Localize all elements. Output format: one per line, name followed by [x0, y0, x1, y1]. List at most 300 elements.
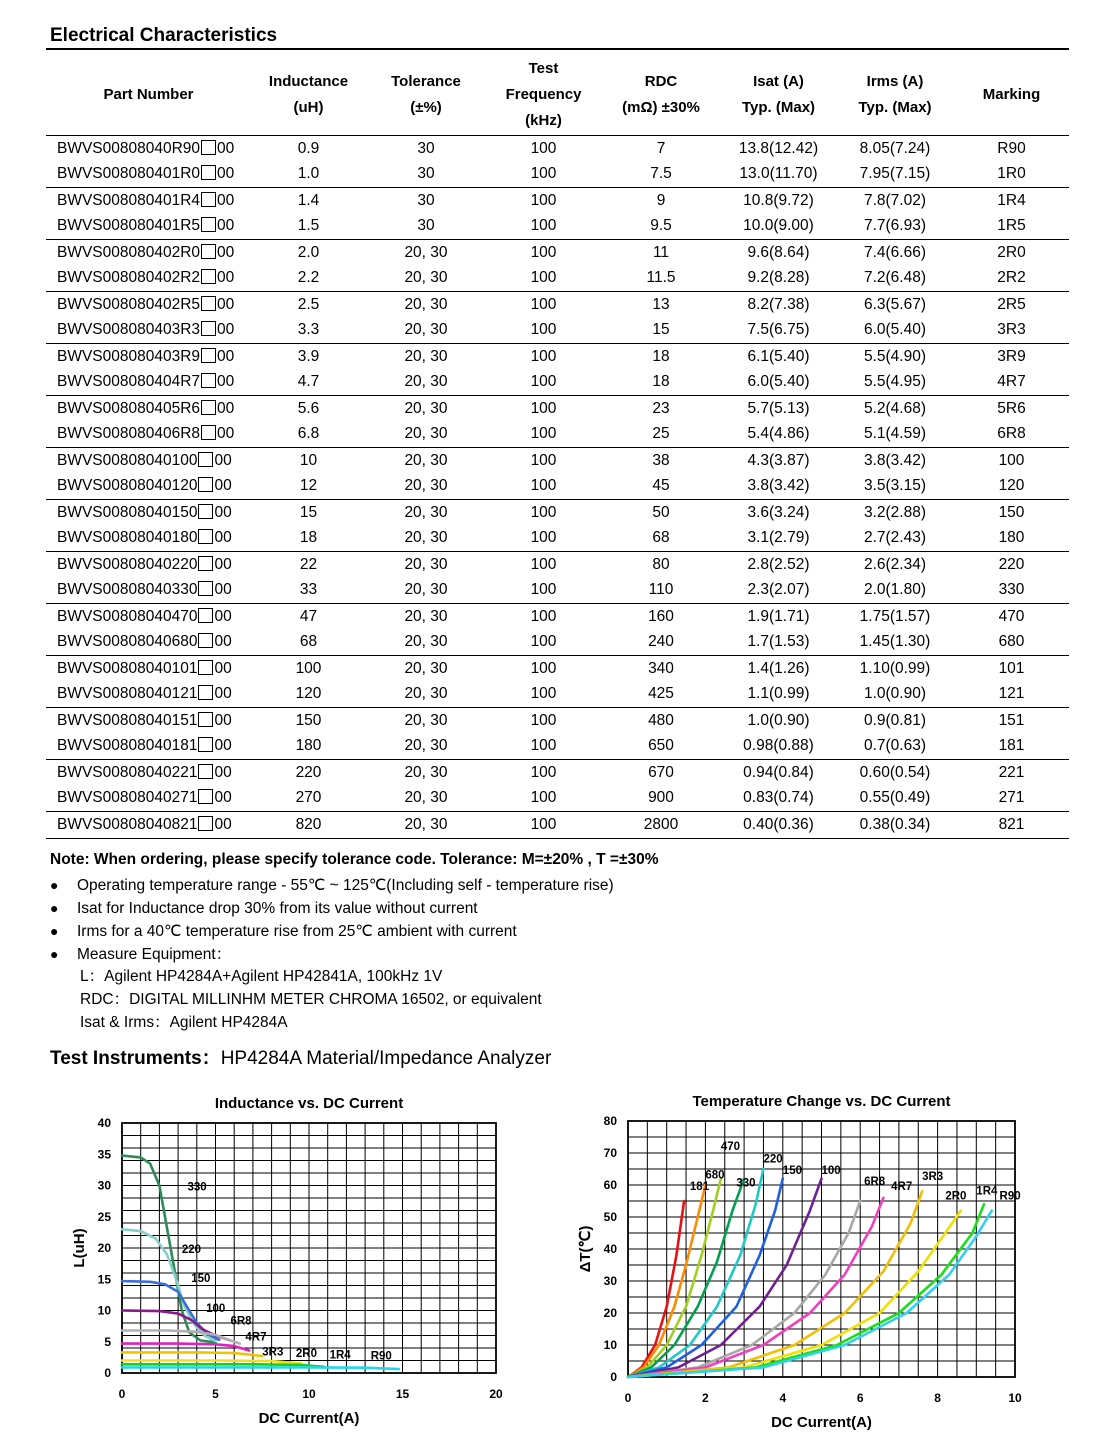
cell-tol: 20, 30	[404, 295, 448, 313]
table-row	[46, 162, 1069, 188]
cell-freq: 100	[530, 659, 557, 677]
tolerance-code-box	[198, 685, 213, 700]
part-number-prefix: BWVS008080403R9	[57, 347, 201, 365]
cell-freq: 100	[486, 630, 601, 656]
cell-tol: 20, 30	[366, 526, 486, 552]
cell-mark: 180	[954, 526, 1069, 552]
x-tick-label: 8	[934, 1391, 941, 1405]
header-line: Tolerance	[391, 73, 461, 90]
cell-freq: 100	[530, 139, 557, 157]
cell-rdc: 18	[652, 347, 670, 365]
part-number-cell	[46, 526, 251, 552]
part-number-suffix: 00	[217, 321, 235, 339]
equipment-item: Isat & Irms：Agilent HP4284A	[80, 1014, 288, 1031]
part-number-prefix: BWVS008080405R6	[57, 399, 201, 417]
cell-freq: 100	[486, 734, 601, 760]
y-tick-label: 50	[603, 1210, 617, 1224]
cell-mark: 3R9	[997, 347, 1026, 365]
cell-mark: 220	[998, 555, 1025, 573]
tolerance-code-box	[201, 400, 216, 415]
tolerance-code-box	[198, 660, 213, 675]
cell-irms: 7.95(7.15)	[836, 162, 954, 188]
cell-mark: 1R5	[954, 214, 1069, 240]
cell-isat: 2.3(2.07)	[721, 578, 836, 604]
tolerance-code-box	[198, 529, 213, 544]
cell-isat: 6.1(5.40)	[747, 347, 810, 365]
header-line: Inductance	[268, 73, 349, 90]
cell-freq: 100	[486, 422, 601, 448]
tolerance-code-box	[201, 269, 216, 284]
part-number-suffix: 00	[217, 295, 235, 313]
cell-freq: 100	[530, 191, 557, 209]
curve-label: 1R4	[329, 1349, 351, 1362]
cell-rdc: 45	[601, 474, 721, 500]
cell-rdc: 650	[601, 734, 721, 760]
cell-l: 150	[295, 711, 322, 729]
tolerance-code-box	[198, 764, 213, 779]
y-tick-label: 0	[610, 1370, 617, 1384]
cell-l: 1.5	[251, 214, 366, 240]
part-number-cell	[46, 240, 251, 266]
cell-tol: 30	[417, 191, 435, 209]
header-line: Part Number	[103, 86, 194, 103]
cell-freq: 100	[530, 607, 557, 625]
cell-rdc: 50	[652, 503, 670, 521]
cell-isat: 1.9(1.71)	[747, 607, 810, 625]
cell-rdc: 13	[652, 295, 670, 313]
x-tick-label: 5	[212, 1387, 219, 1401]
part-number-suffix: 00	[214, 529, 232, 547]
part-number-suffix: 00	[214, 607, 232, 625]
curve-label: 100	[206, 1302, 226, 1315]
part-number-cell	[46, 266, 251, 292]
part-number-suffix: 00	[217, 347, 235, 365]
equipment-item: L：Agilent HP4284A+Agilent HP42841A, 100kHz 1V	[80, 968, 443, 985]
table-row	[46, 396, 1069, 422]
table-row	[46, 812, 1069, 839]
cell-rdc: 425	[601, 682, 721, 708]
tolerance-code-box	[201, 425, 216, 440]
cell-mark: 1R0	[954, 162, 1069, 188]
cell-isat: 8.2(7.38)	[747, 295, 810, 313]
cell-mark: 821	[954, 812, 1069, 839]
x-tick-label: 0	[118, 1387, 126, 1401]
cell-irms: 1.10(0.99)	[859, 659, 931, 677]
cell-freq: 100	[486, 162, 601, 188]
tolerance-code-box	[198, 504, 213, 519]
table-row	[46, 188, 1069, 214]
cell-isat: 0.98(0.88)	[721, 734, 836, 760]
x-tick-label: 10	[1008, 1391, 1022, 1405]
part-number-cell	[46, 188, 251, 214]
part-number-cell	[46, 370, 251, 396]
x-tick-label: 10	[302, 1387, 316, 1401]
cell-irms: 5.5(4.90)	[863, 347, 927, 365]
y-tick-label: 15	[97, 1272, 111, 1287]
bullet-item: ● Measure Equipment：	[50, 943, 614, 966]
cell-irms: 7.7(6.93)	[836, 214, 954, 240]
cell-tol: 20, 30	[404, 399, 448, 417]
cell-l: 12	[251, 474, 366, 500]
part-number-suffix: 00	[214, 659, 232, 677]
part-number-cell	[46, 656, 251, 682]
cell-mark: 680	[954, 630, 1069, 656]
part-number-cell	[46, 292, 251, 318]
cell-rdc: 23	[652, 399, 670, 417]
cell-l: 33	[251, 578, 366, 604]
part-number-suffix: 00	[217, 243, 235, 261]
y-tick-label: 20	[603, 1306, 617, 1320]
cell-l: 100	[295, 659, 322, 677]
cell-rdc: 160	[648, 607, 674, 625]
table-row	[46, 656, 1069, 682]
cell-isat: 9.6(8.64)	[747, 243, 810, 261]
cell-tol: 20, 30	[366, 734, 486, 760]
test-instruments-label: Test Instruments：	[50, 1048, 221, 1069]
cell-freq: 100	[530, 503, 557, 521]
cell-freq: 100	[530, 295, 557, 313]
cell-tol: 20, 30	[366, 422, 486, 448]
part-number-cell	[46, 552, 251, 578]
part-number-prefix: BWVS00808040150	[57, 503, 198, 521]
part-number-suffix: 00	[214, 711, 232, 729]
cell-tol: 20, 30	[404, 243, 448, 261]
table-row	[46, 136, 1069, 162]
part-number-cell	[46, 214, 251, 240]
y-tick-label: 20	[97, 1241, 111, 1255]
y-tick-label: 25	[97, 1209, 111, 1224]
header-line: Irms (A)	[866, 73, 924, 90]
part-number-prefix: BWVS008080406R8	[57, 425, 201, 443]
curve-label: 470	[720, 1140, 741, 1153]
cell-isat: 5.4(4.86)	[721, 422, 836, 448]
tolerance-code-box	[198, 816, 213, 831]
tolerance-code-box	[201, 165, 216, 180]
table-row	[46, 682, 1069, 708]
y-tick-label: 60	[603, 1178, 617, 1192]
part-number-cell	[46, 786, 251, 812]
cell-rdc: 18	[601, 370, 721, 396]
cell-irms: 6.3(5.67)	[863, 295, 927, 313]
cell-isat: 7.5(6.75)	[721, 318, 836, 344]
table-row	[46, 474, 1069, 500]
cell-mark: 5R6	[997, 399, 1026, 417]
cell-isat: 10.0(9.00)	[721, 214, 836, 240]
cell-freq: 100	[486, 214, 601, 240]
cell-irms: 7.8(7.02)	[863, 191, 927, 209]
cell-tol: 20, 30	[404, 607, 448, 625]
part-number-prefix: BWVS008080402R2	[57, 269, 201, 287]
cell-mark: 2R2	[954, 266, 1069, 292]
tolerance-note: Note: When ordering, please specify tolerance code. Tolerance: M=±20% , T =±30%	[50, 851, 659, 868]
cell-freq: 100	[530, 347, 557, 365]
part-number-suffix: 00	[214, 685, 232, 703]
header-cell	[366, 55, 486, 136]
cell-l: 180	[251, 734, 366, 760]
table-row	[46, 422, 1069, 448]
header-line: (±%)	[410, 99, 442, 116]
curve-label: 4R7	[245, 1331, 267, 1344]
test-instruments	[50, 1043, 551, 1070]
tolerance-code-box	[198, 556, 213, 571]
curve-label: 330	[187, 1181, 207, 1194]
cell-rdc: 480	[648, 711, 674, 729]
part-number-suffix: 00	[217, 399, 235, 417]
y-axis-label: ΔT(℃)	[577, 1225, 594, 1273]
part-number-prefix: BWVS00808040271	[57, 789, 198, 807]
cell-l: 1.0	[251, 162, 366, 188]
y-tick-label: 10	[97, 1303, 111, 1318]
series-line-3R3	[122, 1352, 262, 1356]
cell-isat: 0.94(0.84)	[743, 763, 814, 781]
cell-rdc: 9	[656, 191, 666, 209]
cell-mark: 181	[954, 734, 1069, 760]
part-number-cell	[46, 162, 251, 188]
part-number-prefix: BWVS00808040221	[57, 763, 198, 781]
cell-rdc: 7.5	[601, 162, 721, 188]
y-axis-label: L(uH)	[71, 1228, 88, 1268]
bullet-item: ● Isat for Inductance drop 30% from its value without current	[50, 897, 614, 920]
cell-tol: 20, 30	[404, 503, 448, 521]
table-row	[46, 786, 1069, 812]
curve-label: 100	[821, 1164, 841, 1177]
cell-tol: 20, 30	[366, 812, 486, 839]
x-axis-label: DC Current(A)	[771, 1414, 872, 1431]
cell-irms: 1.0(0.90)	[836, 682, 954, 708]
cell-rdc: 9.5	[601, 214, 721, 240]
cell-isat: 0.40(0.36)	[721, 812, 836, 839]
cell-mark: 470	[998, 607, 1025, 625]
cell-mark: 120	[954, 474, 1069, 500]
part-number-prefix: BWVS00808040330	[57, 581, 198, 599]
y-tick-label: 70	[603, 1146, 617, 1160]
cell-rdc: 15	[601, 318, 721, 344]
part-number-prefix: BWVS00808040100	[57, 451, 198, 469]
cell-rdc: 11	[652, 243, 670, 261]
part-number-suffix: 00	[214, 789, 232, 807]
x-tick-label: 4	[779, 1391, 787, 1405]
table-row	[46, 344, 1069, 370]
cell-mark: 151	[998, 711, 1025, 729]
cell-isat: 0.83(0.74)	[721, 786, 836, 812]
tolerance-code-box	[201, 296, 216, 311]
header-line: (uH)	[293, 99, 324, 116]
cell-isat: 3.8(3.42)	[721, 474, 836, 500]
tolerance-code-box	[201, 217, 216, 232]
series-line-R90	[122, 1367, 399, 1369]
cell-mark: 221	[998, 763, 1025, 781]
header-line: (mΩ) ±30%	[622, 99, 700, 116]
y-tick-label: 30	[603, 1274, 617, 1288]
part-number-suffix: 00	[217, 217, 235, 235]
cell-freq: 100	[530, 399, 557, 417]
header-line: Typ. (Max)	[741, 99, 816, 116]
part-number-cell	[46, 344, 251, 370]
cell-irms: 1.45(1.30)	[836, 630, 954, 656]
cell-rdc: 38	[652, 451, 670, 469]
cell-irms: 0.55(0.49)	[836, 786, 954, 812]
tolerance-code-box	[198, 581, 213, 596]
bullet-item: ● Operating temperature range - 55℃ ~ 125℃(Including self - temperature rise)	[50, 874, 614, 897]
cell-l: 2.2	[251, 266, 366, 292]
cell-freq: 100	[486, 318, 601, 344]
cell-l: 3.9	[297, 347, 320, 365]
cell-irms: 6.0(5.40)	[836, 318, 954, 344]
cell-l: 820	[251, 812, 366, 839]
y-tick-label: 40	[97, 1116, 111, 1130]
cell-rdc: 340	[648, 659, 674, 677]
cell-rdc: 7	[656, 139, 666, 157]
cell-l: 120	[251, 682, 366, 708]
cell-mark: 1R4	[997, 191, 1026, 209]
cell-rdc: 110	[601, 578, 721, 604]
tolerance-code-box	[198, 789, 213, 804]
curve-label: 4R7	[891, 1180, 913, 1193]
cell-irms: 0.9(0.81)	[863, 711, 927, 729]
part-number-suffix: 00	[214, 477, 232, 495]
cell-mark: 2R0	[997, 243, 1026, 261]
table-header-row	[46, 55, 1069, 136]
cell-tol: 20, 30	[404, 763, 448, 781]
cell-l: 1.4	[297, 191, 320, 209]
cell-freq: 100	[486, 812, 601, 839]
cell-mark: 330	[954, 578, 1069, 604]
curve-label: R90	[370, 1350, 392, 1363]
cell-irms: 0.60(0.54)	[859, 763, 931, 781]
tolerance-code-box	[198, 712, 213, 727]
part-number-prefix: BWVS008080401R0	[57, 165, 201, 183]
cell-isat: 1.7(1.53)	[721, 630, 836, 656]
cell-l: 2.5	[297, 295, 320, 313]
section-title: Electrical Characteristics	[50, 25, 278, 46]
cell-tol: 30	[366, 162, 486, 188]
cell-l: 4.7	[251, 370, 366, 396]
curve-label: 220	[181, 1244, 202, 1256]
table-row	[46, 240, 1069, 266]
cell-mark: 150	[998, 503, 1025, 521]
header-cell	[486, 55, 601, 136]
chart-title: Temperature Change vs. DC Current	[692, 1093, 951, 1110]
series-line-6R8	[122, 1331, 240, 1344]
curve-label: R90	[999, 1190, 1021, 1203]
cell-irms: 2.6(2.34)	[863, 555, 927, 573]
test-instruments-value: HP4284A Material/Impedance Analyzer	[220, 1048, 552, 1069]
cell-l: 270	[251, 786, 366, 812]
cell-tol: 20, 30	[404, 711, 448, 729]
cell-irms: 7.4(6.66)	[863, 243, 927, 261]
header-cell	[46, 55, 251, 136]
cell-irms: 3.8(3.42)	[863, 451, 927, 469]
part-number-prefix: BWVS00808040470	[57, 607, 198, 625]
table-row	[46, 214, 1069, 240]
part-number-cell	[46, 604, 251, 630]
cell-isat: 5.7(5.13)	[747, 399, 810, 417]
tolerance-code-box	[198, 633, 213, 648]
part-number-suffix: 00	[214, 503, 232, 521]
part-number-suffix: 00	[214, 763, 232, 781]
part-number-suffix: 00	[217, 425, 235, 443]
part-number-prefix: BWVS008080401R4	[57, 191, 201, 209]
cell-isat: 1.4(1.26)	[747, 659, 810, 677]
table-row	[46, 448, 1069, 474]
cell-rdc: 25	[601, 422, 721, 448]
part-number-prefix: BWVS00808040101	[57, 659, 198, 677]
cell-isat: 9.2(8.28)	[721, 266, 836, 292]
x-tick-label: 2	[702, 1391, 709, 1405]
table-row	[46, 292, 1069, 318]
part-number-prefix: BWVS008080404R7	[57, 373, 201, 391]
cell-freq: 100	[486, 370, 601, 396]
cell-tol: 20, 30	[366, 578, 486, 604]
curve-label: 2R0	[295, 1347, 318, 1360]
tolerance-code-box	[198, 608, 213, 623]
part-number-suffix: 00	[214, 815, 232, 833]
header-cell	[954, 55, 1069, 136]
cell-irms: 3.2(2.88)	[863, 503, 927, 521]
header-cell	[601, 55, 721, 136]
cell-isat: 3.1(2.79)	[721, 526, 836, 552]
part-number-cell	[46, 760, 251, 786]
part-number-prefix: BWVS00808040181	[57, 737, 198, 755]
part-number-prefix: BWVS00808040121	[57, 685, 198, 703]
cell-mark: 2R5	[997, 295, 1026, 313]
cell-irms: 5.2(4.68)	[863, 399, 927, 417]
electrical-characteristics-table	[46, 55, 1069, 839]
cell-tol: 20, 30	[404, 555, 448, 573]
part-number-prefix: BWVS00808040180	[57, 529, 198, 547]
header-cell	[721, 55, 836, 136]
y-tick-label: 5	[104, 1334, 111, 1349]
part-number-prefix: BWVS00808040220	[57, 555, 198, 573]
cell-irms: 7.2(6.48)	[836, 266, 954, 292]
cell-isat: 1.0(0.90)	[747, 711, 810, 729]
cell-tol: 30	[366, 214, 486, 240]
cell-isat: 13.0(11.70)	[721, 162, 836, 188]
tolerance-code-box	[201, 321, 216, 336]
curve-label: 3R3	[262, 1346, 284, 1359]
part-number-cell	[46, 500, 251, 526]
part-number-cell	[46, 682, 251, 708]
part-number-prefix: BWVS008080403R3	[57, 321, 201, 339]
cell-l: 220	[295, 763, 322, 781]
part-number-cell	[46, 422, 251, 448]
cell-freq: 100	[530, 763, 557, 781]
part-number-prefix: BWVS00808040R90	[57, 139, 201, 157]
tolerance-code-box	[201, 373, 216, 388]
cell-mark: 6R8	[954, 422, 1069, 448]
part-number-prefix: BWVS008080402R5	[57, 295, 201, 313]
header-line: Typ. (Max)	[858, 99, 932, 116]
cell-rdc: 68	[601, 526, 721, 552]
y-tick-label: 35	[97, 1147, 111, 1162]
part-number-cell	[46, 318, 251, 344]
part-number-cell	[46, 448, 251, 474]
cell-irms: 3.5(3.15)	[836, 474, 954, 500]
tolerance-code-box	[201, 140, 216, 155]
cell-freq: 100	[486, 578, 601, 604]
part-number-prefix: BWVS008080401R5	[57, 217, 201, 235]
chart-title: Inductance vs. DC Current	[214, 1095, 404, 1112]
cell-isat: 10.8(9.72)	[743, 191, 814, 209]
cell-mark: 101	[998, 659, 1025, 677]
cell-l: 18	[251, 526, 366, 552]
cell-tol: 20, 30	[404, 347, 448, 365]
header-line: Marking	[982, 86, 1041, 103]
curve-label: 6R8	[230, 1315, 252, 1328]
y-tick-label: 0	[104, 1366, 111, 1380]
part-number-cell	[46, 630, 251, 656]
curve-label: 3R3	[922, 1171, 944, 1184]
